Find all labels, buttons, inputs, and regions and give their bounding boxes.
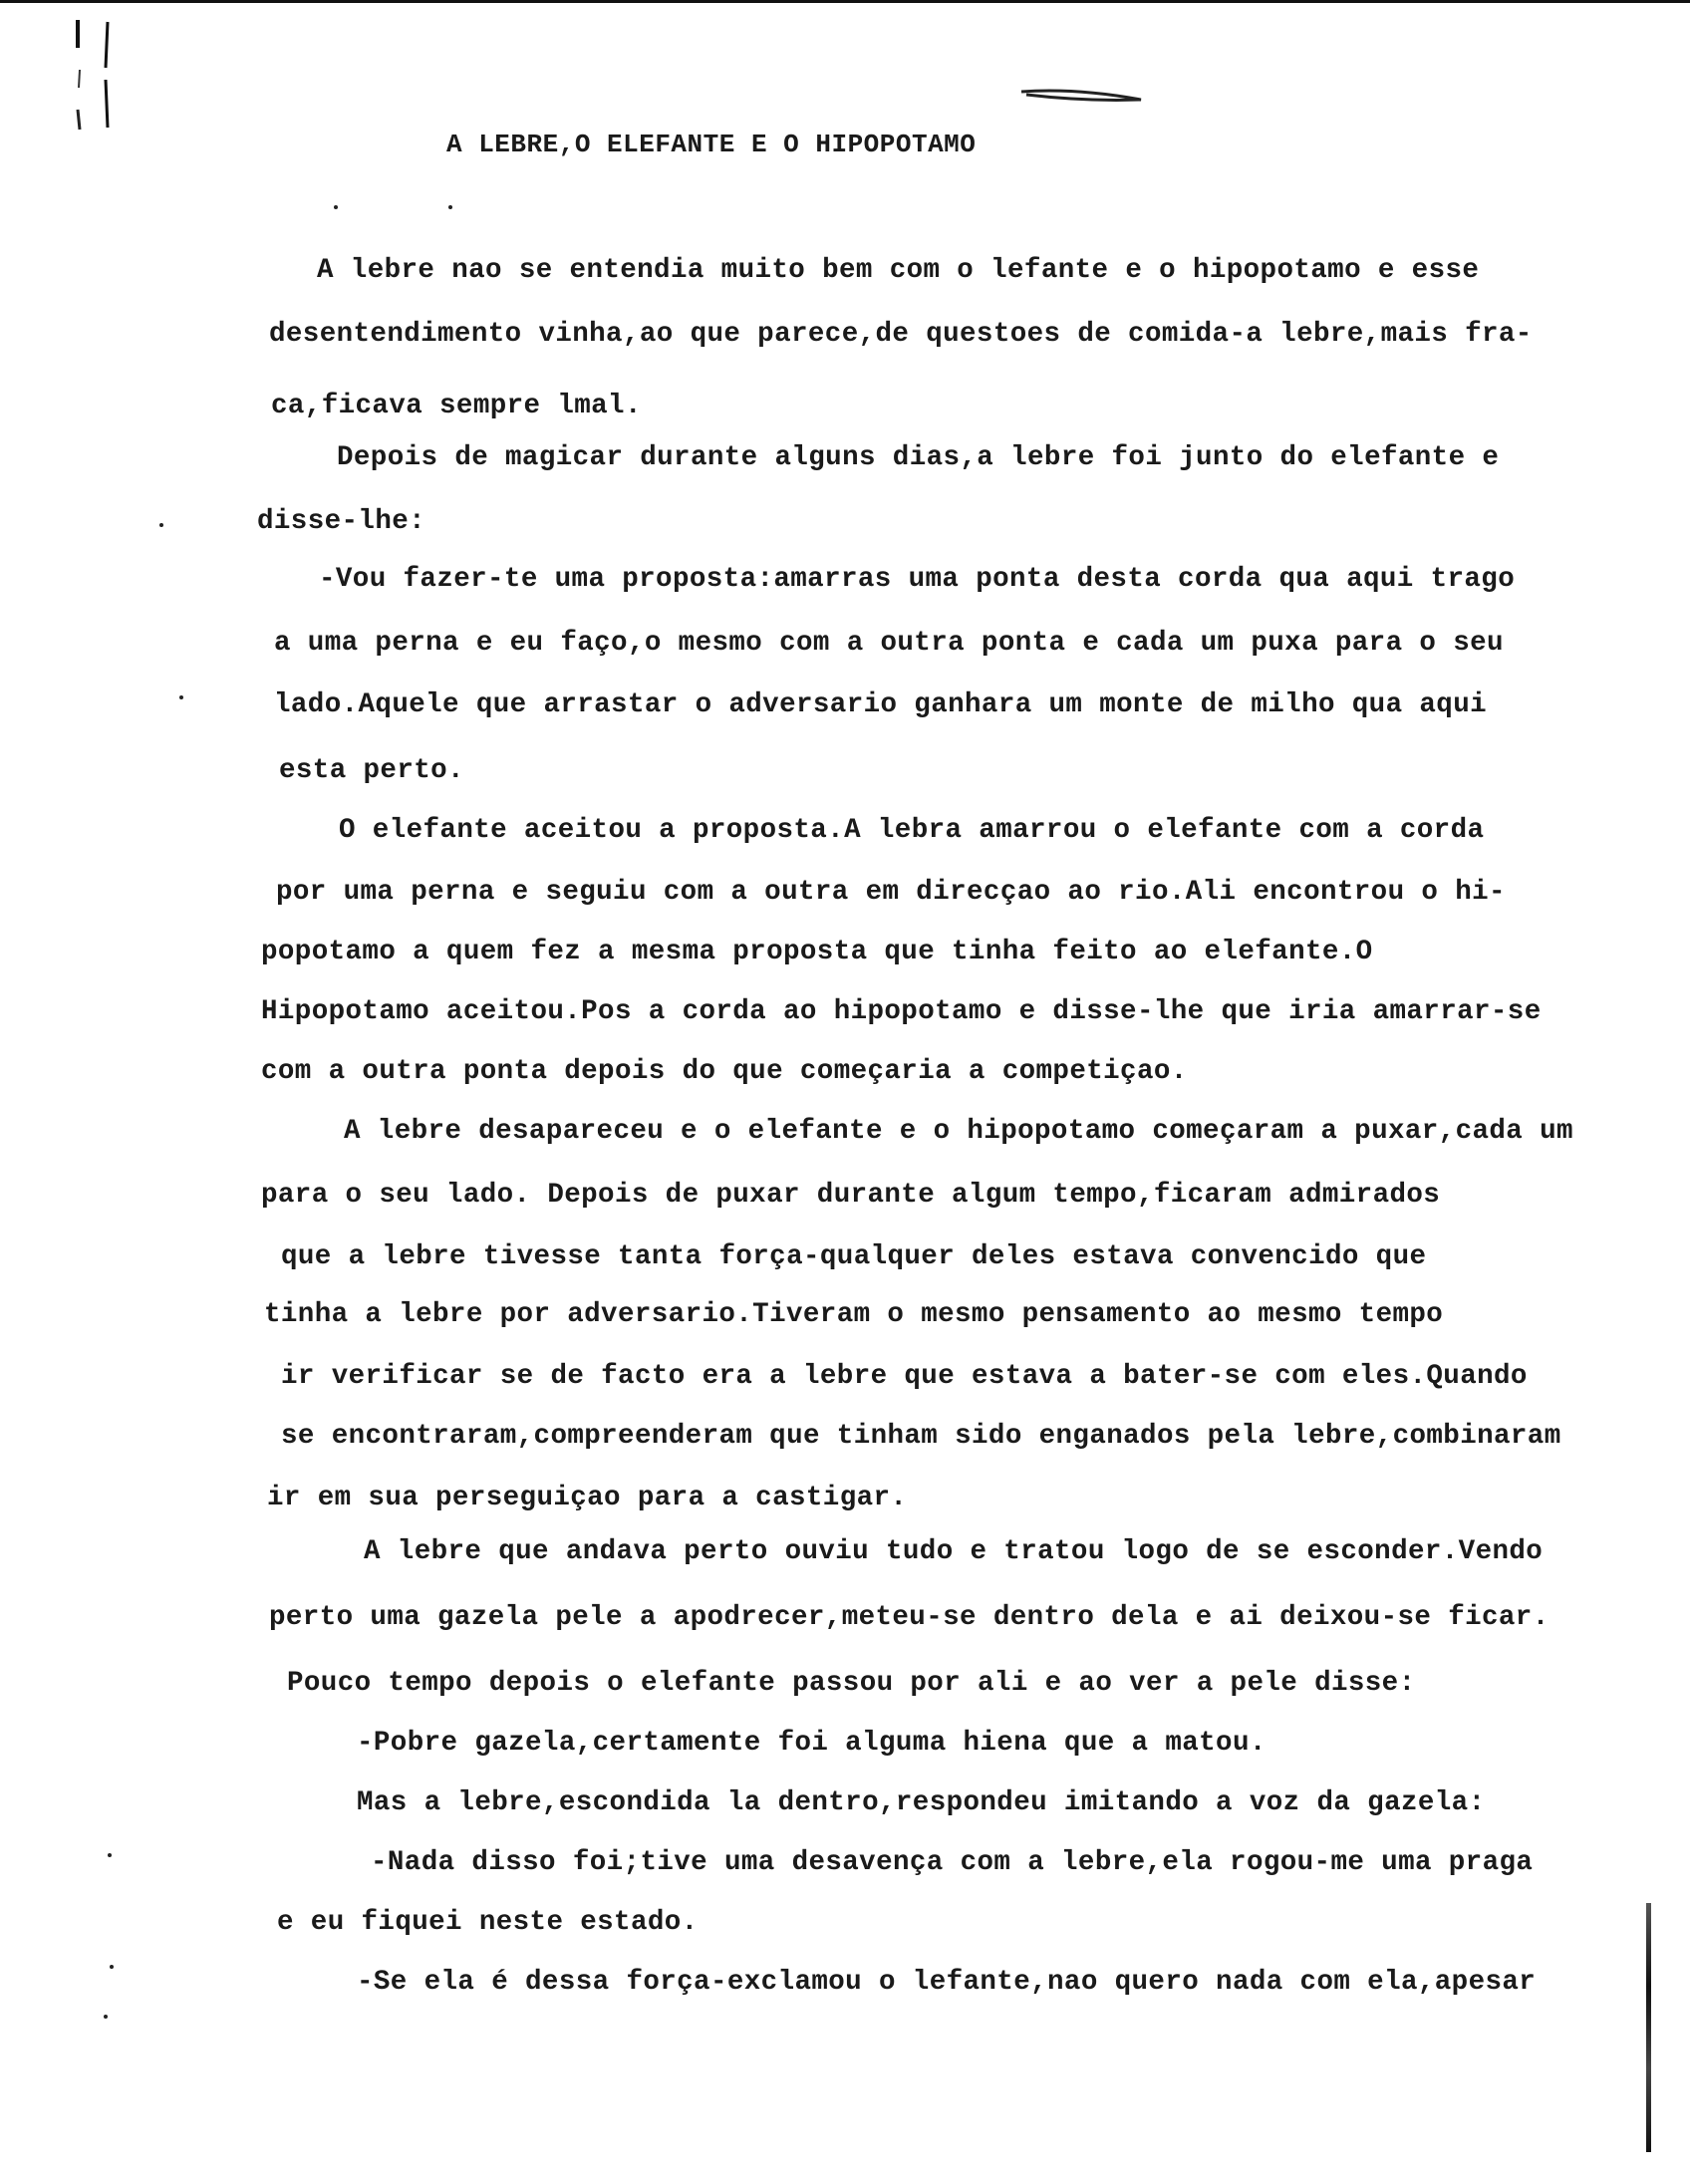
margin-speck: [334, 205, 338, 209]
text-line: e eu fiquei neste estado.: [277, 1907, 699, 1938]
text-line: por uma perna e seguiu com a outra em direcçao ao rio.Ali encontrou o hi-: [276, 877, 1506, 908]
text-line: que a lebre tivesse tanta força-qualquer deles estava convencido que: [281, 1241, 1427, 1272]
text-line: lado.Aquele que arrastar o adversario ganhara um monte de milho qua aqui: [274, 689, 1487, 720]
binding-marks: [70, 18, 120, 137]
margin-speck: [110, 1965, 114, 1969]
text-line: desentendimento vinha,ao que parece,de questoes de comida-a lebre,mais fra-: [269, 319, 1533, 350]
text-line: ca,ficava sempre lmal.: [271, 391, 642, 421]
text-line: A lebre nao se entendia muito bem com o lefante e o hipopotamo e esse: [317, 255, 1480, 286]
text-line: perto uma gazela pele a apodrecer,meteu-se dentro dela e ai deixou-se ficar.: [269, 1602, 1549, 1633]
text-line: ir em sua perseguiçao para a castigar.: [267, 1483, 908, 1513]
margin-speck: [448, 205, 452, 209]
margin-speck: [159, 523, 163, 527]
text-line: Mas a lebre,escondida la dentro,respondeu imitando a voz da gazela:: [357, 1787, 1486, 1818]
text-line: Hipopotamo aceitou.Pos a corda ao hipopotamo e disse-lhe que iria amarrar-se: [261, 996, 1542, 1027]
right-margin-mark: [1646, 1903, 1651, 2152]
margin-speck: [104, 2015, 108, 2019]
text-line: Depois de magicar durante alguns dias,a lebre foi junto do elefante e: [337, 442, 1500, 473]
text-line: disse-lhe:: [257, 506, 426, 537]
text-line: Pouco tempo depois o elefante passou por ali e ao ver a pele disse:: [287, 1668, 1416, 1699]
page-top-edge: [0, 0, 1690, 13]
text-line: -Se ela é dessa força-exclamou o lefante,nao quero nada com ela,apesar: [357, 1967, 1537, 1998]
text-line: -Vou fazer-te uma proposta:amarras uma ponta desta corda qua aqui trago: [319, 564, 1516, 595]
text-line: popotamo a quem fez a mesma proposta que tinha feito ao elefante.O: [261, 937, 1373, 967]
text-line: -Pobre gazela,certamente foi alguma hiena que a matou.: [357, 1728, 1267, 1759]
text-line: ir verificar se de facto era a lebre que estava a bater-se com eles.Quando: [281, 1361, 1528, 1392]
pen-stroke-mark: [1016, 82, 1146, 112]
text-line: com a outra ponta depois do que começaria a competiçao.: [261, 1056, 1188, 1087]
text-line: O elefante aceitou a proposta.A lebra amarrou o elefante com a corda: [339, 815, 1485, 846]
text-line: -Nada disso foi;tive uma desavença com a lebre,ela rogou-me uma praga: [371, 1847, 1534, 1878]
text-line: para o seu lado. Depois de puxar durante algum tempo,ficaram admirados: [261, 1180, 1441, 1211]
margin-speck: [108, 1853, 112, 1857]
text-line: A lebre que andava perto ouviu tudo e tratou logo de se esconder.Vendo: [364, 1536, 1544, 1567]
text-line: se encontraram,compreenderam que tinham sido enganados pela lebre,combinaram: [281, 1421, 1561, 1452]
text-line: esta perto.: [279, 755, 464, 786]
text-line: a uma perna e eu faço,o mesmo com a outra ponta e cada um puxa para o seu: [274, 628, 1504, 659]
text-line: A lebre desapareceu e o elefante e o hipopotamo começaram a puxar,cada um: [344, 1116, 1573, 1147]
text-line: tinha a lebre por adversario.Tiveram o mesmo pensamento ao mesmo tempo: [264, 1299, 1444, 1330]
document-title: A LEBRE,O ELEFANTE E O HIPOPOTAMO: [446, 130, 977, 159]
margin-speck: [179, 695, 183, 699]
